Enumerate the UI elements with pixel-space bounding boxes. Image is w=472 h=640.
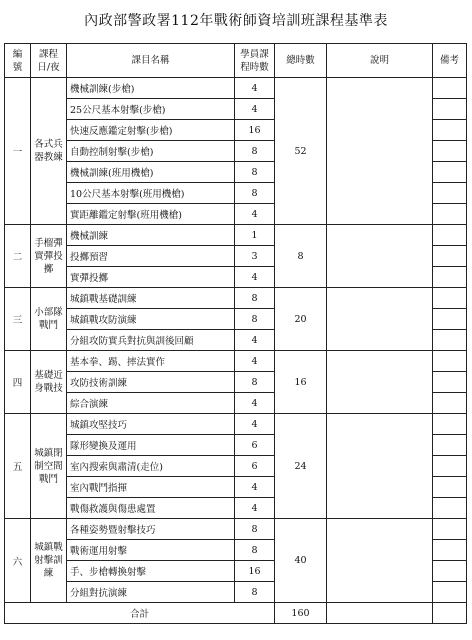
- note-cell: [433, 561, 467, 582]
- course-name: 投擲預習: [67, 246, 235, 267]
- course-hours: 8: [235, 162, 275, 183]
- course-name: 城鎮戰基礎訓練: [67, 288, 235, 309]
- course-name: 城鎮攻堅技巧: [67, 414, 235, 435]
- course-name: 機械訓練(步槍): [67, 78, 235, 99]
- note-cell: [433, 225, 467, 246]
- course-hours: 4: [235, 204, 275, 225]
- course-hours: 1: [235, 225, 275, 246]
- group-total-hours: 24: [275, 414, 327, 519]
- course-hours: 8: [235, 582, 275, 603]
- group-number: 一: [5, 78, 31, 225]
- course-hours: 4: [235, 351, 275, 372]
- course-name: 城鎮戰攻防演練: [67, 309, 235, 330]
- group-description: [327, 519, 433, 603]
- document-title: 內政部警政署112年戰術師資培訓班課程基準表: [84, 13, 388, 29]
- header-total: 總時數: [275, 44, 327, 78]
- group-category: 城鎮閉制空間戰鬥: [31, 414, 67, 519]
- course-name: 10公尺基本射擊(班用機槍): [67, 183, 235, 204]
- total-label: 合計: [5, 603, 275, 624]
- course-name: 實距離鑑定射擊(班用機槍): [67, 204, 235, 225]
- group-number: 四: [5, 351, 31, 414]
- course-hours: 6: [235, 456, 275, 477]
- course-name: 隊形變換及運用: [67, 435, 235, 456]
- course-name: 機械訓練(班用機槍): [67, 162, 235, 183]
- table-row: [5, 225, 467, 246]
- course-name: 戰術運用射擊: [67, 540, 235, 561]
- note-cell: [433, 78, 467, 99]
- course-hours: 4: [235, 414, 275, 435]
- group-description: [327, 78, 433, 225]
- course-hours: 16: [235, 120, 275, 141]
- course-hours: 8: [235, 288, 275, 309]
- course-hours: 4: [235, 78, 275, 99]
- total-row: [5, 603, 467, 624]
- course-name: 自動控制射擊(步槍): [67, 141, 235, 162]
- header-course: 課目名稱: [67, 44, 235, 78]
- course-name: 各種姿勢暨射擊技巧: [67, 519, 235, 540]
- course-hours: 8: [235, 372, 275, 393]
- total-note: [433, 603, 467, 624]
- group-description: [327, 351, 433, 414]
- group-category: 基礎近身戰技: [31, 351, 67, 414]
- course-hours: 4: [235, 393, 275, 414]
- note-cell: [433, 456, 467, 477]
- table-row: [5, 519, 467, 540]
- course-hours: 4: [235, 477, 275, 498]
- group-number: 五: [5, 414, 31, 519]
- course-hours: 3: [235, 246, 275, 267]
- note-cell: [433, 435, 467, 456]
- course-name: 室內搜索與肅清(走位): [67, 456, 235, 477]
- group-category: 城鎮戰射擊訓練: [31, 519, 67, 603]
- note-cell: [433, 141, 467, 162]
- course-hours: 16: [235, 561, 275, 582]
- course-name: 分組對抗演練: [67, 582, 235, 603]
- course-name: 基本拳、踢、摔法實作: [67, 351, 235, 372]
- note-cell: [433, 288, 467, 309]
- header-desc: 說明: [327, 44, 433, 78]
- group-category: 各式兵器教練: [31, 78, 67, 225]
- course-name: 分組攻防實兵對抗與訓後回顧: [67, 330, 235, 351]
- note-cell: [433, 267, 467, 288]
- header-category: 課程日/夜: [31, 44, 67, 78]
- table-row: [5, 78, 467, 99]
- group-total-hours: 16: [275, 351, 327, 414]
- note-cell: [433, 498, 467, 519]
- group-total-hours: 52: [275, 78, 327, 225]
- header-row: [5, 44, 467, 78]
- course-hours: 4: [235, 99, 275, 120]
- group-total-hours: 8: [275, 225, 327, 288]
- note-cell: [433, 162, 467, 183]
- course-hours: 4: [235, 267, 275, 288]
- course-name: 綜合演練: [67, 393, 235, 414]
- note-cell: [433, 246, 467, 267]
- group-number: 二: [5, 225, 31, 288]
- note-cell: [433, 519, 467, 540]
- course-hours: 8: [235, 519, 275, 540]
- course-name: 25公尺基本射擊(步槍): [67, 99, 235, 120]
- group-category: 手榴彈實彈投擲: [31, 225, 67, 288]
- course-name: 手、步槍轉換射擊: [67, 561, 235, 582]
- group-description: [327, 288, 433, 351]
- total-description: [327, 603, 433, 624]
- note-cell: [433, 540, 467, 561]
- course-hours: 4: [235, 498, 275, 519]
- note-cell: [433, 372, 467, 393]
- course-hours: 8: [235, 141, 275, 162]
- table-row: [5, 288, 467, 309]
- note-cell: [433, 582, 467, 603]
- note-cell: [433, 414, 467, 435]
- header-no: 編號: [5, 44, 31, 78]
- note-cell: [433, 99, 467, 120]
- note-cell: [433, 183, 467, 204]
- course-hours: 8: [235, 540, 275, 561]
- group-number: 三: [5, 288, 31, 351]
- course-table: [4, 43, 467, 624]
- header-note: 備考: [433, 44, 467, 78]
- note-cell: [433, 120, 467, 141]
- course-name: 機械訓練: [67, 225, 235, 246]
- course-hours: 4: [235, 330, 275, 351]
- group-description: [327, 414, 433, 519]
- header-hours: 學員課程時數: [235, 44, 275, 78]
- course-name: 戰傷救護與傷患處置: [67, 498, 235, 519]
- course-hours: 8: [235, 309, 275, 330]
- note-cell: [433, 309, 467, 330]
- course-hours: 8: [235, 183, 275, 204]
- course-name: 快速反應鑑定射擊(步槍): [67, 120, 235, 141]
- note-cell: [433, 330, 467, 351]
- note-cell: [433, 204, 467, 225]
- note-cell: [433, 393, 467, 414]
- group-description: [327, 225, 433, 288]
- table-row: [5, 351, 467, 372]
- course-name: 實彈投擲: [67, 267, 235, 288]
- note-cell: [433, 477, 467, 498]
- group-number: 六: [5, 519, 31, 603]
- table-row: [5, 414, 467, 435]
- group-category: 小部隊戰鬥: [31, 288, 67, 351]
- course-name: 攻防技術訓練: [67, 372, 235, 393]
- group-total-hours: 20: [275, 288, 327, 351]
- note-cell: [433, 351, 467, 372]
- course-hours: 6: [235, 435, 275, 456]
- course-name: 室內戰鬥指揮: [67, 477, 235, 498]
- group-total-hours: 40: [275, 519, 327, 603]
- grand-total-hours: 160: [275, 603, 327, 624]
